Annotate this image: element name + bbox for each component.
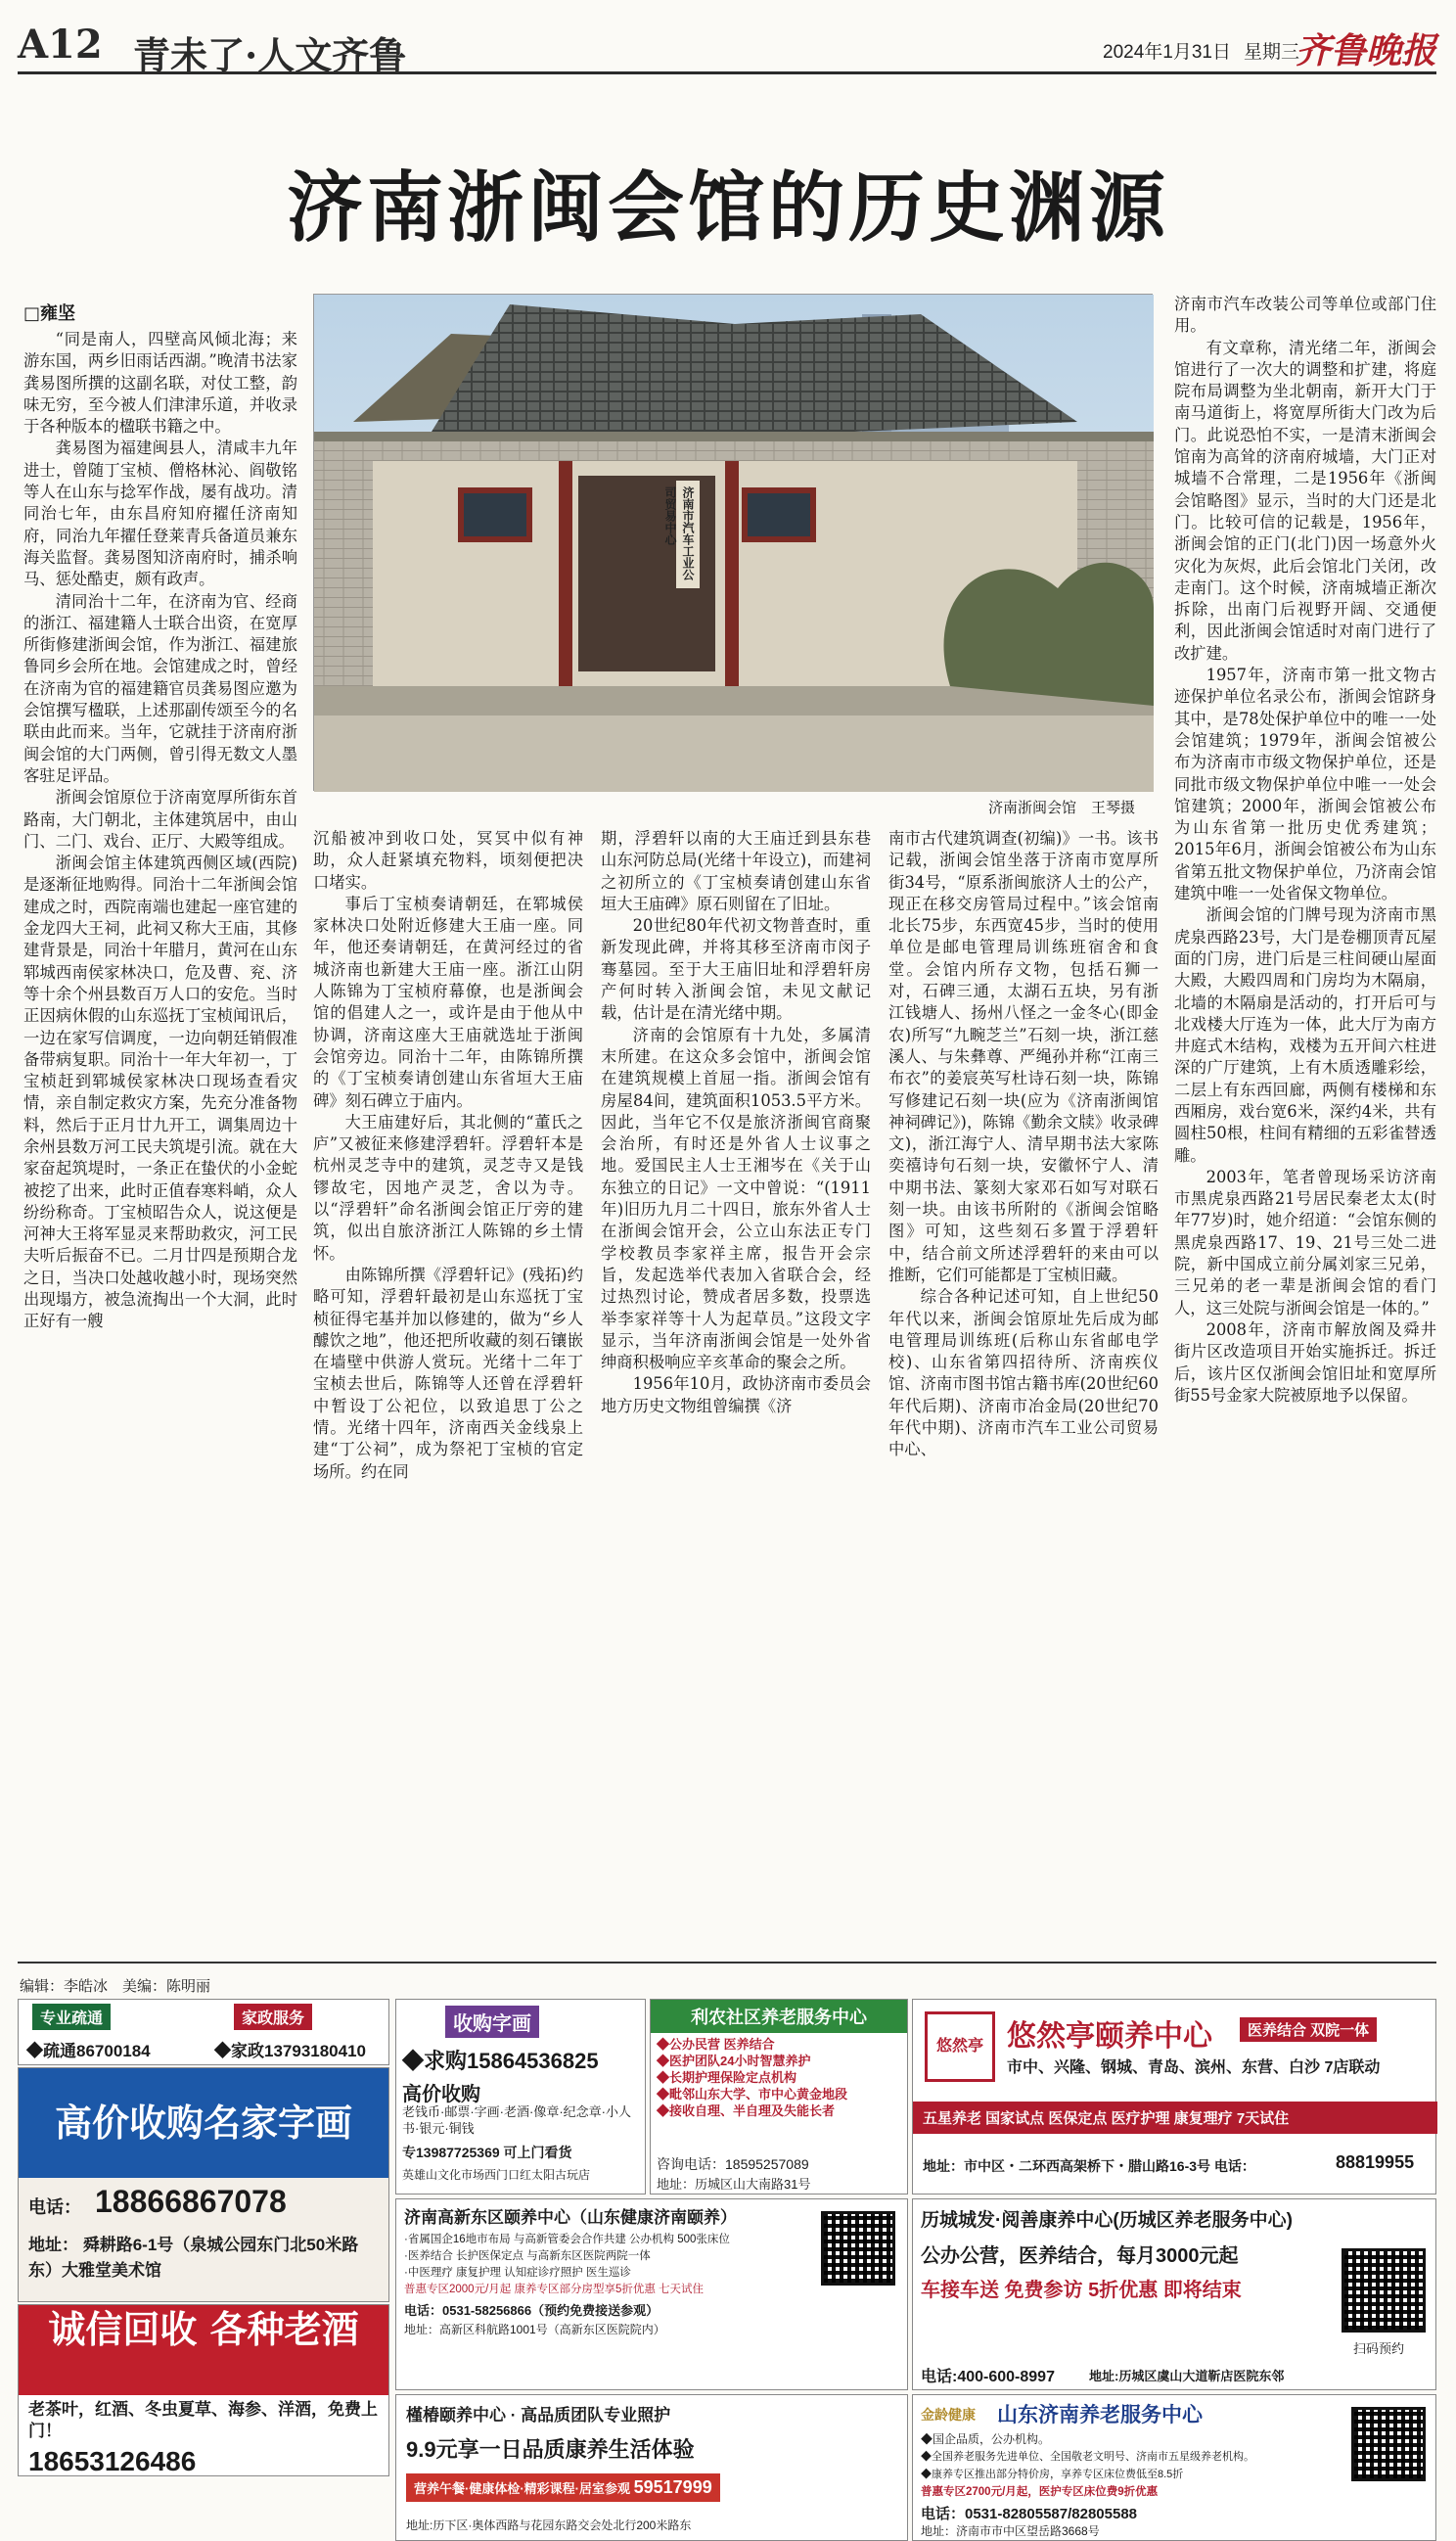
- ad-jinchun-head: 槿椿颐养中心 · 高品质团队专业照护: [406, 2406, 671, 2425]
- article-paragraph: 20世纪80年代初文物普查时，重新发现此碑，并将其移至济南市闵子骞墓园。至于大王庙旧址和浮碧轩房产何时转入浙闽会馆，未见文献记载，估计是在清光绪中期。: [601, 916, 871, 1023]
- building-photo-illustration: [314, 295, 1154, 792]
- page-header: [18, 18, 1436, 77]
- ad-youranting-bar: 五星养老 国家试点 医保定点 医疗护理 康复理疗 7天试住: [913, 2102, 1437, 2134]
- ad-shandong-address: 地址：济南市市中区望岳路3668号: [921, 2524, 1100, 2538]
- ad-youranting-logo: 悠然亭: [925, 2011, 995, 2082]
- ad-collect-l3: 英雄山文化市场西门口红太阳古玩店: [402, 2168, 591, 2182]
- ad-shandong-l2: ◆全国养老服务先进单位、全国敬老文明号、济南市五星级养老机构。: [921, 2451, 1254, 2463]
- ad-collect-l1: 老钱币·邮票·字画·老酒·像章·纪念章·小人书·银元·铜钱: [402, 2104, 631, 2136]
- ad-collect-phone: ◆求购15864536825: [402, 2049, 599, 2073]
- ad-collect-sub: 高价收购: [402, 2084, 480, 2105]
- ad-liquor: [18, 2304, 389, 2476]
- ad-gaoxin-l1: ·省属国企16地市布局 与高新管委会合作共建 公办机构 500张床位: [404, 2234, 730, 2245]
- qr-code-icon: [1342, 2248, 1426, 2333]
- ad-jinchun-address: 地址:历下区·奥体西路与花园东路交会处北行200米路东: [406, 2518, 692, 2532]
- article-paragraph: 南市古代建筑调查(初编)》一书。该书记载，浙闽会馆坐落于济南市宽厚所街34号，“原系浙闽旅济人士的公产，现正在移交房管局过程中。”该会馆南北长75步，东西宽45步，当时的使用单位是邮电管理局训练班宿舍和食堂。会馆内所存文物，包括石狮一对，石碑三通，太湖石五块，另有浙江钱塘人、扬州八怪之一金冬心(即金农)所写“九畹芝兰”石刻一块，浙江慈溪人、与朱彝尊、严绳孙并称“江南三布衣”的姜宸英写杜诗石刻一块，陈锦写修建记石刻一块(应为《济南浙闽馆神祠碑记》)，陈锦《勤余文牍》收录碑文)，浙江海宁人、清早期书法大家陈奕禧诗句石刻一块，安徽怀宁人、清中期书法、篆刻大家邓石如写对联石刻一块。由该书所附的《浙闽会馆略图》可知，这些刻石多置于浮碧轩中，结合前文所述浮碧轩的来由可以推断，它们可能都是丁宝桢旧藏。: [888, 829, 1159, 1284]
- ad-calligraphy: [18, 2067, 389, 2302]
- ad-licheng: [912, 2198, 1436, 2390]
- article-paragraph: 浙闽会馆主体建筑西侧区域(西院)是逐渐征地购得。同治十二年浙闽会馆建成之时，西院南端也建起一座官建的金龙四大王祠，此祠又称大王庙，其修建背景是，同治十年腊月，黄河在山东郓城西南侯家林决口，危及曹、兖、济等十余个州县数百万人口的安危。当时正因病休假的山东巡抚丁宝桢闻讯后，一边在家写信调度，一边向朝廷销假准备带病复职。同治十一年大年初一，丁宝桢赶到郓城侯家林决口现场查看灾情，亲自制定救灾方案，先充分准备物料，然后于正月廿九开工，调集周边十余州县数万河工民夫筑堤引流。就在大家奋起筑堤时，一条正在蛰伏的小金蛇被挖了出来，此时正值春寒料峭，众人纷纷称奇。丁宝桢昭告众人，说这便是河神大王将军显灵来帮助救灾，河工民夫听后振奋不已。二月廿四是预期合龙之日，当决口处越收越小时，现场突然出现塌方，被急流掏出一个大洞，此时正好有一艘: [23, 854, 297, 1331]
- ad-licheng-head: 历城城发·阅善康养中心(历城区养老服务中心): [921, 2210, 1293, 2231]
- newspaper-logo: 齐鲁晚报: [1295, 30, 1436, 71]
- ad-calligraphy-address: 地址： 舜耕路6-1号（泉城公园东门北50米路东）大雅堂美术馆: [28, 2236, 359, 2280]
- ad-shandong-tel: 电话：0531-82805587/82805588: [921, 2506, 1138, 2522]
- article-column-1: [23, 329, 297, 1944]
- photo-caption: 济南浙闽会馆 王琴摄: [988, 799, 1136, 816]
- ad-service-tag-1: 专业疏通: [32, 2004, 111, 2030]
- ad-gaoxin-address: 地址：高新区科航路1001号（高新东区医院院内）: [404, 2323, 665, 2336]
- ad-gaoxin-l2: ·医养结合 长护医保定点 与高新东区医院两院一体: [404, 2250, 651, 2262]
- ad-calligraphy-tel: 18866867078: [95, 2184, 287, 2219]
- ad-gaoxin-head: 济南高新东区颐养中心（山东健康济南颐养）: [404, 2208, 737, 2227]
- article-paragraph: 清同治十二年，在济南为官、经商的浙江、福建籍人士联合出资，在宽厚所街修建浙闽会馆，作为浙江、福建旅鲁同乡会所在地。会馆建成之时，曾经在济南为官的福建籍官员龚易图应邀为会馆撰写楹联，上述那副传颂至今的名联由此而来。当年，它就挂于济南府浙闽会馆的大门两侧，曾引得无数文人墨客驻足评品。: [23, 591, 297, 785]
- ad-gaoxin-l3: ·中医理疗 康复护理 认知症诊疗照护 医生巡诊: [404, 2267, 631, 2279]
- article-column-4: [888, 828, 1159, 1944]
- ad-licheng-l1: 公办公营，医养结合，每月3000元起: [921, 2245, 1239, 2267]
- article-paragraph: 济南的会馆原有十九处，多属清末所建。在这众多会馆中，浙闽会馆在建筑规模上首屈一指。浙闽会馆有房屋84间，建筑面积1053.5平方米。因此，当年它不仅是旅济浙闽官商聚会治所，有时还是外省人士议事之地。爱国民主人士王湘岑在《关于山东独立的日记》一文中曾说：“(1911年)旧历九月二十四日，旅东外省人士在浙闽会馆开会，公立山东法正专门学校教员李家祥主席，报告开会宗旨，发起选举代表加入省联合会，经过热烈讨论，赞成者居多数，投票选举李家祥等十人为起草员。”这段文字显示，当年济南浙闽会馆是一处外省绅商积极响应辛亥革命的聚会之所。: [601, 1025, 871, 1372]
- issue-weekday: 星期三: [1243, 42, 1299, 63]
- article-paragraph: 大王庙建好后，其北侧的“董氏之庐”又被征来修建浮碧轩。浮碧轩本是杭州灵芝寺中的建筑，灵芝寺又是钱镠故宅，因地产灵芝，舍以为寺。以“浮碧轩”命名浙闽会馆正厅旁的建筑，似出自旅济浙江人陈锦的乡土情怀。: [313, 1112, 583, 1263]
- ad-collect-l2: 专13987725369 可上门看货: [402, 2145, 572, 2160]
- photo-plaque: 济南市汽车工业公司贸易中心: [663, 486, 695, 580]
- section-title: 青未了·人文齐鲁: [133, 33, 407, 77]
- ad-service-tag-2: 家政服务: [234, 2004, 312, 2030]
- ad-liquor-tel: 18653126486: [28, 2446, 197, 2476]
- ad-youranting-tel: 88819955: [1336, 2152, 1415, 2172]
- ad-calligraphy-tel-label: 电话：: [28, 2197, 81, 2217]
- ad-licheng-tel: 电话:400-600-8997: [921, 2369, 1055, 2385]
- article-paragraph: 1957年，济南市第一批文物古迹保护单位名录公布，浙闽会馆跻身其中，是78处保护单位中的唯一一处会馆建筑；1979年，浙闽会馆被公布为济南市市级文物保护单位，还是同批市级文物保护单位中唯一一处会馆建筑；2000年，浙闽会馆被公布为山东省第一批历史优秀建筑；2015年6月，浙闽会馆被公布为山东省第五批文物保护单位，乃济南会馆建筑中唯一一处省保文物单位。: [1174, 666, 1436, 903]
- ad-calligraphy-head: 高价收购名家字画: [19, 2068, 388, 2178]
- article-headline: 济南浙闽会馆的历史渊源: [286, 163, 1169, 253]
- ad-licheng-scan: 扫码预约: [1353, 2341, 1405, 2356]
- ad-jinchun: [395, 2394, 908, 2541]
- article-photo: [313, 294, 1153, 791]
- article-paragraph: 1956年10月，政协济南市委员会地方历史文物组曾编撰《济: [601, 1374, 871, 1415]
- ad-jinchun-tel: 59517999: [633, 2477, 712, 2497]
- article-paragraph: 期，浮碧轩以南的大王庙迁到县东巷山东河防总局(光绪十年设立)，而建祠之初所立的《丁宝桢奏请创建山东省垣大王庙碑》原石则留在了旧址。: [601, 829, 871, 913]
- ad-collect-tag: 收购字画: [445, 2006, 539, 2038]
- ad-linong-item: ◆公办民营 医养结合: [657, 2037, 775, 2052]
- ad-service: [18, 1999, 389, 2065]
- article-column-3: [601, 828, 871, 1944]
- article-paragraph: 济南市汽车改装公司等单位或部门住用。: [1174, 295, 1436, 336]
- ad-shandong-yanglao: [912, 2394, 1436, 2541]
- issue-date: 2024年1月31日: [1103, 42, 1231, 63]
- ad-youranting-head: 悠然亭颐养中心: [1007, 2020, 1212, 2053]
- ad-shandong-l1: ◆国企品质，公办机构。: [921, 2432, 1051, 2446]
- article-paragraph: 综合各种记述可知，自上世纪50年代以来，浙闽会馆原址先后成为邮电管理局训练班(后称山东省邮电学校)、山东省第四招待所、济南疾仪馆、济南市图书馆古籍书库(20世纪60年代后期)、济南市冶金局(20世纪70年代中期)、济南市汽车工业公司贸易中心、: [888, 1287, 1159, 1459]
- ad-linong: [650, 1999, 908, 2194]
- ad-gaoxin-l4: 普惠专区2000元/月起 康养专区部分房型享5折优惠 七天试住: [404, 2284, 705, 2295]
- article-column-2: [313, 828, 583, 1944]
- ad-jinchun-bar-text: 营养午餐·健康体检·精彩课程·居室参观: [414, 2481, 630, 2496]
- ad-licheng-l2: 车接车送 免费参访 5折优惠 即将结束: [921, 2280, 1242, 2301]
- article-paragraph: 浙闽会馆原位于济南宽厚所街东首路南，大门朝北，主体建筑居中，由山门、二门、戏台、正厅、大殿等组成。: [23, 788, 297, 851]
- article-paragraph: 事后丁宝桢奏请朝廷，在郓城侯家林决口处附近修建大王庙一座。同年，他还奏请朝廷，在黄河经过的省城济南也新建大王庙一座。浙江山阴人陈锦为丁宝桢府幕僚，也是浙闽会馆的倡建人之一，或许是由于他从中协调，济南这座大王庙就选址于浙闽会馆旁边。同治十二年，由陈锦所撰的《丁宝桢奏请创建山东省垣大王庙碑》刻石碑立于庙内。: [313, 894, 583, 1110]
- article-paragraph: 浙闽会馆的门牌号现为济南市黑虎泉西路23号，大门是卷棚顶青瓦屋面的门房，进门后是三柱间硬山屋面大殿，大殿四周和门房均为木隔扇，北墙的木隔扇是活动的，打开后可与北戏楼大厅连为一体，此大厅为南方井庭式木结构，戏楼为五开间六柱进深的广厅建筑，上有木质透雕彩绘，二层上有东西回廊，两侧有楼梯和东西厢房，戏台宽6米，深约4米，共有圆柱50根，柱间有精细的五彩雀替透雕。: [1174, 905, 1436, 1165]
- ad-shandong-l3: ◆康养专区推出部分特价房，享养专区床位费低至8.5折: [921, 2469, 1184, 2480]
- ad-liquor-body: 老茶叶，红酒、冬虫夏草、海参、洋酒，免费上门！: [28, 2400, 378, 2440]
- ad-gaoxin: [395, 2198, 908, 2390]
- article-paragraph: 有文章称，清光绪二年，浙闽会馆进行了一次大的调整和扩建，将庭院布局调整为坐北朝南，新开大门于南马道街上，将宽厚所街大门改为后门。此说恐怕不实，一是清末浙闽会馆南为高耸的济南府城墙，大门正对城墙不合常理，二是1956年《浙闽会馆略图》显示，当时的大门还是北门。比较可信的记载是，1956年，浙闽会馆的正门(北门)因一场意外火灾化为灰烬，此后会馆北门关闭，改走南门。这个时候，济南城墙正渐次拆除，出南门后视野开阔、交通便利，因此浙闽会馆适时对南门进行了改扩建。: [1174, 338, 1436, 663]
- article-paragraph: 2008年，济南市解放阁及舜井街片区改造项目开始实施拆迁。拆迁后，该片区仅浙闽会馆旧址和宽厚所街55号金家大院被原地予以保留。: [1174, 1319, 1436, 1405]
- ad-youranting-sub: 市中、兴隆、钢城、青岛、滨州、东营、白沙 7店联动: [1007, 2059, 1381, 2076]
- qr-code-icon: [1351, 2407, 1426, 2481]
- ad-youranting-address: 地址：市中区・二环西高架桥下・腊山路16-3号 电话：: [923, 2158, 1255, 2174]
- page-number: A12: [18, 22, 103, 68]
- ad-linong-item: ◆医护团队24小时智慧养护: [657, 2054, 811, 2068]
- ad-jinchun-bar: [406, 2473, 720, 2502]
- ad-linong-item: ◆毗邻山东大学、市中心黄金地段: [657, 2087, 848, 2102]
- article-paragraph: 2003年，笔者曾现场采访济南市黑虎泉西路21号居民秦老太太(时年77岁)时，她介绍道：“会馆东侧的黑虎泉西路17、19、21号三处二进院，新中国成立前分属刘家三兄弟，三兄弟的老一辈是浙闽会馆的看门人，这三处院与浙闽会馆是一体的。”: [1174, 1167, 1436, 1317]
- ad-linong-head: 利农社区养老服务中心: [651, 2000, 907, 2033]
- ad-liquor-head: 诚信回收 各种老酒: [19, 2305, 388, 2395]
- ad-linong-items: [651, 2033, 907, 2122]
- editor-credit: 编辑：李皓冰 美编：陈明丽: [20, 1978, 211, 1995]
- ad-service-phone-1: ◆疏通86700184: [26, 2042, 151, 2060]
- ad-youranting-badge: 医养结合 双院一体: [1240, 2017, 1377, 2042]
- ad-licheng-address: 地址:历城区虞山大道靳店医院东邻: [1089, 2369, 1285, 2383]
- ad-jinchun-l1: 9.9元享一日品质康养生活体验: [406, 2437, 695, 2462]
- article-paragraph: “同是南人，四壁高风倾北海；来游东国，两乡旧雨话西湖。”晚清书法家龚易图所撰的这副名联，对仗工整，韵味无穷，至今被人们津津乐道，并收录于各种版本的楹联书籍之中。: [23, 330, 297, 437]
- article-byline: □雍坚: [23, 303, 76, 324]
- ad-linong-item: ◆接收自理、半自理及失能长者: [657, 2103, 836, 2118]
- article-paragraph: 沉船被冲到收口处，冥冥中似有神助，众人赶紧填充物料，顷刻便把决口堵实。: [313, 829, 583, 892]
- article-column-5: [1174, 294, 1436, 1944]
- qr-code-icon: [821, 2211, 895, 2286]
- ad-linong-address: 地址：历城区山大南路31号: [657, 2177, 811, 2192]
- ad-youranting: [912, 1999, 1436, 2194]
- article-paragraph: 由陈锦所撰《浮碧轩记》(残拓)约略可知，浮碧轩最初是山东巡抚丁宝桢征得宅基并加以修建的，做为“乡人醵饮之地”，他还把所收藏的刻石镶嵌在墙壁中供游人赏玩。光绪十二年丁宝桢去世后，陈锦等人还曾在浮碧轩中暂设丁公祀位，以致追思丁公之情。光绪十四年，济南西关金线泉上建“丁公祠”，成为祭祀丁宝桢的官定场所。约在同: [313, 1265, 583, 1481]
- ad-linong-item: ◆长期护理保险定点机构: [657, 2070, 797, 2085]
- ad-linong-tel: 咨询电话：18595257089: [657, 2156, 809, 2172]
- ad-shandong-head: 山东济南养老服务中心: [997, 2404, 1203, 2426]
- ad-divider: [18, 1962, 1436, 1964]
- ad-gaoxin-tel: 电话：0531-58256866（预约免费接送参观）: [404, 2303, 660, 2318]
- ad-shandong-l4: 普惠专区2700元/月起，医护专区床位费9折优惠: [921, 2486, 1159, 2498]
- ad-shandong-logo: 金龄健康: [921, 2407, 976, 2423]
- ad-service-phone-2: ◆家政13793180410: [214, 2042, 367, 2060]
- article-paragraph: 龚易图为福建闽县人，清咸丰九年进士，曾随丁宝桢、僧格林沁、阎敬铭等人在山东与捻军作战，屡有战功。清同治七年，由东昌府知府擢任济南知府，同治九年擢任登莱青兵备道员兼东海关监督。龚易图知济南府时，捕杀响马、惩处酷吏，颇有政声。: [23, 439, 297, 589]
- ad-collect: [395, 1999, 646, 2194]
